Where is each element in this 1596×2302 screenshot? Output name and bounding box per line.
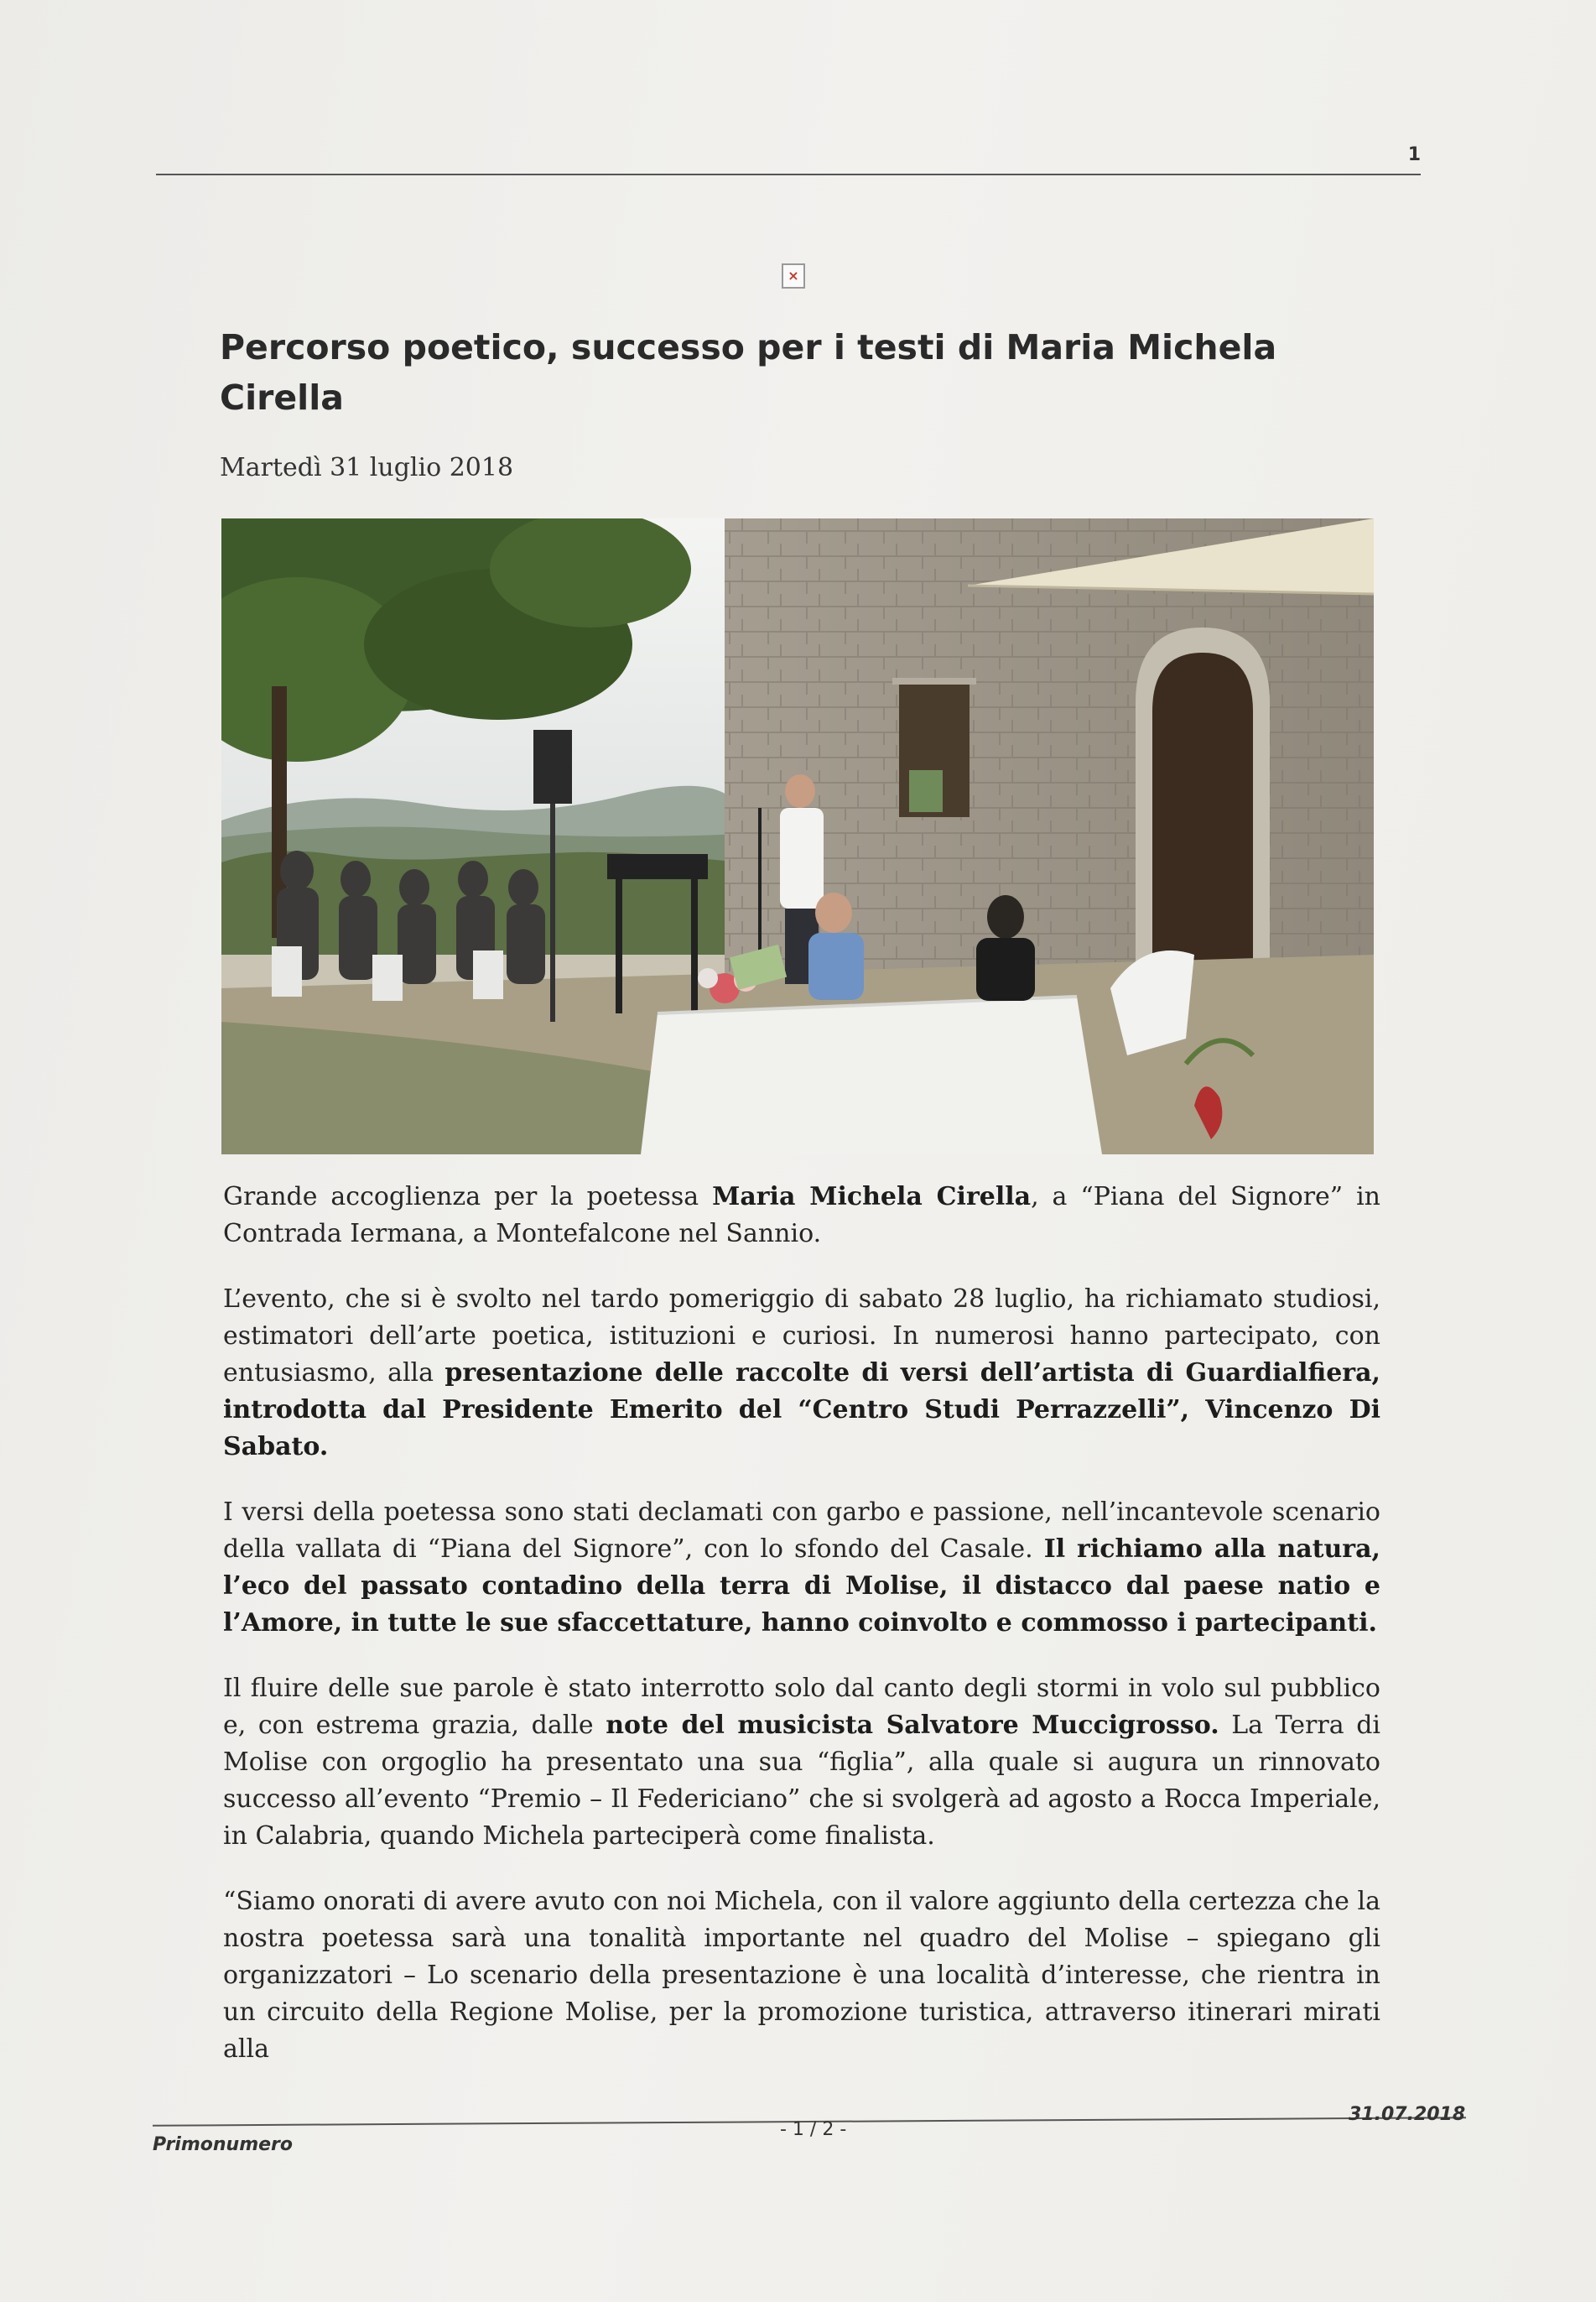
article-paragraph: [223, 1281, 1380, 1466]
header-rule: [156, 174, 1421, 175]
paragraph-text: Grande accoglienza per la poetessa: [223, 1182, 713, 1211]
event-photo: [221, 518, 1374, 1154]
bold-text: Il richiamo alla natura, l’eco del passato contadino della terra di Molise, il distacco dal paese natio e l’Amore, in tutte le sue sfaccettature, hanno coinvolto e commosso i partecipanti.: [223, 1534, 1380, 1638]
article-paragraph: [223, 1883, 1380, 2068]
article-paragraph: [223, 1494, 1380, 1642]
article-paragraph: [223, 1179, 1380, 1253]
article-body: [223, 1179, 1380, 2096]
paragraph-text: “Siamo onorati di avere avuto con noi Michela, con il valore aggiunto della certezza che la nostra poetessa sarà una tonalità importante nel quadro del Molise – spiegano gli organizzatori – Lo scenario della presentazione è una località d’interesse, che rientra in un circuito della Regione Molise, per la promozione turistica, attraverso itinerari mirati alla: [223, 1887, 1380, 2064]
bold-text: note del musicista Salvatore Muccigrosso.: [606, 1711, 1219, 1740]
paragraph-text: La Terra di Molise con orgoglio ha presentato una sua “figlia”, alla quale si augura un rinnovato successo all’evento “Premio – Il Federiciano” che si svolgerà ad agosto a Rocca Imperiale, in Calabria, quando Michela parteciperà come finalista.: [223, 1711, 1380, 1851]
footer-page-indicator: - 1 / 2 -: [780, 2119, 847, 2140]
article-paragraph: [223, 1670, 1380, 1855]
footer-date: 31.07.2018: [1349, 2104, 1466, 2125]
page-number: 1: [1407, 144, 1421, 165]
bold-text: presentazione delle raccolte di versi dell’artista di Guardialfiera, introdotta dal Presidente Emerito del “Centro Studi Perrazzelli”, Vincenzo Di Sabato.: [223, 1358, 1380, 1461]
paragraph-text: I versi della poetessa sono stati declamati con garbo e passione, nell’incantevole scenario della vallata di “Piana del Signore”, con lo sfondo del Casale.: [223, 1497, 1380, 1564]
paragraph-text: , a “Piana del Signore” in Contrada Iermana, a Montefalcone nel Sannio.: [223, 1182, 1380, 1248]
paragraph-text: L’evento, che si è svolto nel tardo pomeriggio di sabato 28 luglio, ha richiamato studiosi, estimatori dell’arte poetica, istituzioni e curiosi. In numerosi hanno partecipato, con entusiasmo, alla: [223, 1284, 1380, 1388]
broken-image-icon: ×: [782, 263, 805, 289]
article-title: Percorso poetico, successo per i testi di Maria Michela Cirella: [220, 327, 1277, 418]
article-date: Martedì 31 luglio 2018: [220, 453, 514, 482]
paragraph-text: Il fluire delle sue parole è stato interrotto solo dal canto degli stormi in volo sul pubblico e, con estrema grazia, dalle: [223, 1674, 1380, 1740]
bold-text: Maria Michela Cirella: [712, 1182, 1032, 1211]
footer-source: Primonumero: [153, 2134, 294, 2155]
